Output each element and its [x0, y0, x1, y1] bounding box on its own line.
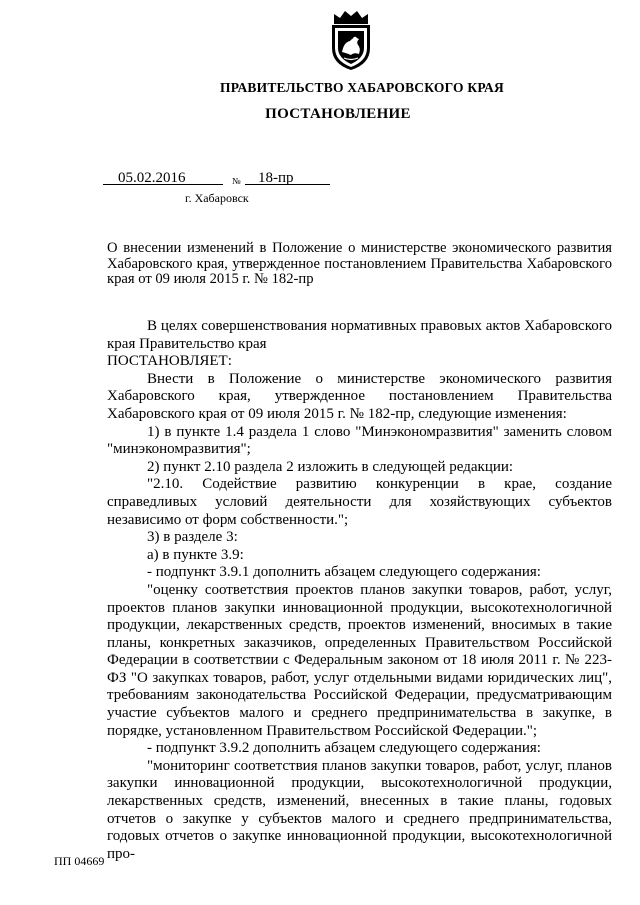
document-code: ПП 04669 — [54, 854, 105, 868]
coat-of-arms-icon — [326, 8, 376, 72]
paragraph: 1) в пункте 1.4 раздела 1 слово "Минэкономразвития" заменить словом "минэкономразвития"; — [107, 423, 612, 458]
paragraph: 2) пункт 2.10 раздела 2 изложить в следующей редакции: — [147, 458, 514, 475]
decree-number: 18-пр — [258, 170, 294, 186]
government-title: ПРАВИТЕЛЬСТВО ХАБАРОВСКОГО КРАЯ — [220, 80, 504, 95]
paragraph: а) в пункте 3.9: — [147, 546, 244, 563]
paragraph: - подпункт 3.9.2 дополнить абзацем следующего содержания: — [147, 740, 541, 757]
decree-date: 05.02.2016 — [118, 170, 186, 186]
paragraph: В целях совершенствования нормативных правовых актов Хабаровского края Правительство края — [107, 318, 612, 352]
date-underline — [103, 184, 223, 185]
number-sign: № — [232, 176, 241, 186]
paragraph: 3) в разделе 3: — [147, 529, 238, 546]
paragraph: "2.10. Содействие развитию конкуренции в крае, создание справедливых условий деятельности для хозяйствующих субъектов независимо от форм собственности."; — [107, 476, 612, 528]
decree-city: г. Хабаровск — [185, 191, 249, 205]
paragraph: "мониторинг соответствия планов закупки товаров, работ, услуг, планов закупки инновационной продукции, высокотехнологичной продукции, лекарственных средств, изменений, внесенных в такие планы, годовых отчетов о закупке у субъектов малого и среднего предпринимательства, годовых отчетов о закупке инновационной продукции, высокотехнологичной про- — [107, 757, 612, 862]
resolution-keyword: ПОСТАНОВЛЯЕТ: — [107, 353, 232, 370]
paragraph: Внести в Положение о министерстве экономического развития Хабаровского края, утвержденное постановлением Правительства Хабаровского края от 09 июля 2015 г. № 182-пр, следующие изменения: — [107, 370, 612, 422]
paragraph: - подпункт 3.9.1 дополнить абзацем следующего содержания: — [147, 564, 541, 581]
number-underline — [245, 184, 330, 185]
decree-body — [107, 318, 612, 863]
document-type-title: ПОСТАНОВЛЕНИЕ — [265, 106, 411, 122]
paragraph: "оценку соответствия проектов планов закупки товаров, работ, услуг, проектов планов закупки инновационной продукции, высокотехнологичной продукции, лекарственных средств, проектов изменений, вносимых в такие планы, конкретных заказчиков, определенных Правительством Российской Федерации в соответствии с Федеральным законом от 18 июля 2011 г. № 223-ФЗ "О закупках товаров, работ, услуг отдельными видами юридических лиц", требованиям законодательства Российской Федерации, предусматривающим участие субъектов малого и среднего предпринимательства в закупке, в порядке, установленном Правительством Российской Федерации."; — [107, 581, 612, 739]
decree-subject: О внесении изменений в Положение о министерстве экономического развития Хабаровского края, утвержденное постановлением Правительства Хабаровского края от 09 июля 2015 г. № 182-пр — [107, 240, 612, 287]
